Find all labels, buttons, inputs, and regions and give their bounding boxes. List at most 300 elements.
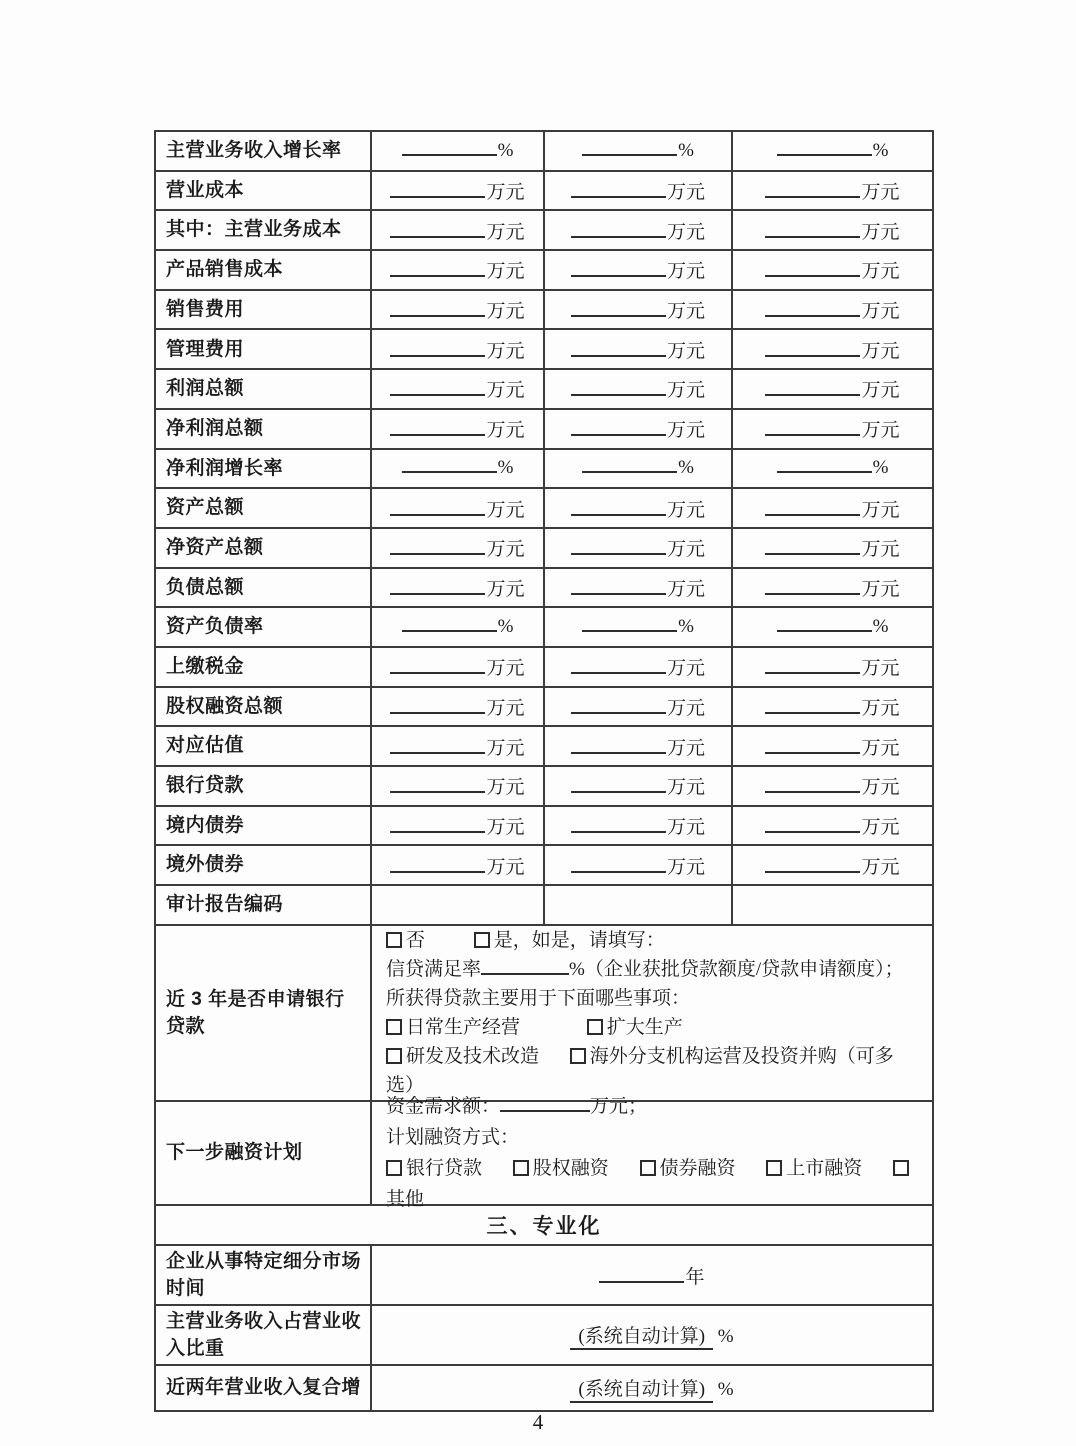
metric-value-cell bbox=[372, 172, 545, 210]
fill-in-value bbox=[402, 616, 514, 638]
blank-fill-line bbox=[402, 154, 497, 156]
blank-fill-line bbox=[571, 831, 666, 833]
metric-label: 产品销售成本 bbox=[156, 251, 372, 289]
blank-fill-line bbox=[390, 394, 485, 396]
checkbox-label: 是，如是，请填写： bbox=[493, 930, 665, 952]
section-header-specialization: 三、专业化 bbox=[486, 1215, 602, 1239]
unit-label: % bbox=[872, 616, 889, 638]
credit-satisfaction-line bbox=[386, 955, 918, 984]
unit-label: 万元 bbox=[666, 380, 705, 402]
fill-in-value bbox=[765, 852, 899, 879]
blank-fill-line bbox=[571, 553, 666, 555]
metric-value-cell bbox=[372, 291, 545, 329]
metric-value-cell bbox=[545, 608, 733, 646]
metric-value-cell bbox=[372, 251, 545, 289]
metric-row bbox=[156, 489, 932, 529]
metric-value-cell bbox=[733, 688, 932, 726]
metric-row bbox=[156, 211, 932, 251]
unit-label: 万元 bbox=[666, 499, 705, 521]
funding-amount-suffix: 万元； bbox=[590, 1096, 648, 1118]
fill-in-value bbox=[402, 140, 514, 162]
metric-value-cell bbox=[372, 727, 545, 765]
blank-fill-line bbox=[390, 553, 485, 555]
main-revenue-ratio-cell bbox=[372, 1306, 932, 1364]
checkbox-option-rnd-upgrade bbox=[386, 1046, 539, 1067]
fill-in-value bbox=[571, 812, 705, 839]
checkbox-icon bbox=[640, 1160, 656, 1176]
blank-fill-line bbox=[599, 1281, 684, 1283]
section-header-row bbox=[156, 1206, 932, 1246]
fill-in-value bbox=[571, 772, 705, 799]
fill-in-value bbox=[765, 733, 899, 760]
blank-fill-line bbox=[571, 712, 666, 714]
blank-fill-line bbox=[390, 355, 485, 357]
metric-label: 其中：主营业务成本 bbox=[156, 211, 372, 249]
fill-in-value bbox=[390, 336, 524, 363]
unit-label: 万元 bbox=[861, 182, 900, 204]
fill-in-value bbox=[765, 336, 899, 363]
fill-in-value bbox=[765, 772, 899, 799]
metric-value-cell bbox=[545, 569, 733, 607]
page-number: 4 bbox=[532, 1410, 544, 1434]
checkbox-option-bond-financing bbox=[640, 1158, 736, 1179]
metric-value-cell bbox=[545, 172, 733, 210]
blank-fill-line bbox=[402, 471, 497, 473]
fill-in-value bbox=[571, 415, 705, 442]
auto-calc-line bbox=[372, 1374, 932, 1403]
blank-fill-line bbox=[571, 871, 666, 873]
blank-fill-line bbox=[571, 434, 666, 436]
unit-label: 万元 bbox=[666, 340, 705, 362]
metric-value-cell bbox=[545, 132, 733, 170]
metric-row bbox=[156, 450, 932, 490]
blank-fill-line bbox=[390, 593, 485, 595]
blank-fill-line bbox=[571, 196, 666, 198]
blank-fill-line bbox=[765, 831, 860, 833]
metric-value-cell bbox=[372, 846, 545, 884]
unit-label: 万元 bbox=[486, 658, 525, 680]
unit-label: 万元 bbox=[486, 856, 525, 878]
fill-in-value bbox=[390, 534, 524, 561]
fill-in-value bbox=[765, 574, 899, 601]
blank-fill-line bbox=[582, 471, 677, 473]
checkbox-label: 海外分支机构运营及投资并购（可多选） bbox=[386, 1046, 894, 1097]
metric-value-cell bbox=[733, 727, 932, 765]
unit-label: 万元 bbox=[861, 340, 900, 362]
metric-label: 负债总额 bbox=[156, 569, 372, 607]
blank-fill-line bbox=[500, 1110, 590, 1112]
checkbox-icon bbox=[766, 1160, 782, 1176]
unit-label: % bbox=[497, 457, 514, 479]
unit-label: 万元 bbox=[666, 301, 705, 323]
blank-fill-line bbox=[765, 593, 860, 595]
unit-label: 万元 bbox=[861, 499, 900, 521]
blank-fill-line bbox=[765, 434, 860, 436]
unit-label: 万元 bbox=[486, 777, 525, 799]
fill-in-value bbox=[765, 256, 899, 283]
metric-row bbox=[156, 846, 932, 886]
checkbox-label: 扩大生产 bbox=[606, 1017, 683, 1039]
unit-label: 万元 bbox=[861, 261, 900, 283]
blank-fill-line bbox=[765, 672, 860, 674]
niche-market-time-row bbox=[156, 1246, 932, 1306]
metric-value-cell bbox=[545, 211, 733, 249]
bank-loan-yn-line bbox=[386, 926, 918, 955]
fill-in-value bbox=[571, 336, 705, 363]
metric-value-cell bbox=[372, 132, 545, 170]
blank-fill-line bbox=[390, 236, 485, 238]
blank-fill-line bbox=[571, 236, 666, 238]
blank-fill-line bbox=[765, 355, 860, 357]
unit-label: 万元 bbox=[666, 856, 705, 878]
fill-in-value bbox=[571, 653, 705, 680]
unit-label: 万元 bbox=[861, 420, 900, 442]
funding-amount-line bbox=[386, 1091, 918, 1122]
funding-amount-prefix: 资金需求额： bbox=[386, 1096, 501, 1118]
metric-label: 银行贷款 bbox=[156, 767, 372, 805]
metric-value-cell bbox=[545, 767, 733, 805]
unit-label: 万元 bbox=[486, 380, 525, 402]
metric-value-cell bbox=[733, 370, 932, 408]
metric-value-cell bbox=[545, 450, 733, 488]
blank-fill-line bbox=[765, 752, 860, 754]
fill-in-value bbox=[571, 574, 705, 601]
fill-in-value bbox=[390, 256, 524, 283]
metric-value-cell bbox=[733, 251, 932, 289]
blank-fill-line bbox=[390, 752, 485, 754]
metric-label: 境外债券 bbox=[156, 846, 372, 884]
metric-value-cell bbox=[545, 291, 733, 329]
fill-in-value bbox=[571, 296, 705, 323]
unit-label: 年 bbox=[685, 1266, 705, 1288]
metric-row bbox=[156, 370, 932, 410]
blank-fill-line bbox=[765, 275, 860, 277]
fill-in-value bbox=[571, 217, 705, 244]
metric-label: 销售费用 bbox=[156, 291, 372, 329]
blank-fill-line bbox=[777, 630, 872, 632]
metric-value-cell bbox=[733, 291, 932, 329]
unit-label: 万元 bbox=[666, 182, 705, 204]
fill-in-value bbox=[390, 177, 524, 204]
auto-calc-value: (系统自动计算) bbox=[570, 1374, 713, 1403]
metric-value-cell bbox=[545, 688, 733, 726]
audit-code-cell-year3 bbox=[733, 886, 932, 924]
checkbox-option-bank-loan bbox=[386, 1158, 482, 1179]
auto-calc-value: (系统自动计算) bbox=[570, 1321, 713, 1350]
checkbox-icon bbox=[587, 1019, 603, 1035]
metric-value-cell bbox=[733, 132, 932, 170]
fill-in-value bbox=[571, 256, 705, 283]
checkbox-icon bbox=[386, 932, 402, 948]
metric-value-cell bbox=[733, 846, 932, 884]
checkbox-option-no bbox=[386, 930, 425, 951]
unit-label: 万元 bbox=[861, 221, 900, 243]
unit-label: 万元 bbox=[486, 420, 525, 442]
metric-value-cell bbox=[733, 569, 932, 607]
fill-in-value bbox=[582, 457, 694, 479]
checkbox-label: 上市融资 bbox=[786, 1158, 863, 1180]
two-year-revenue-cagr-cell bbox=[372, 1366, 932, 1410]
unit-label: 万元 bbox=[486, 340, 525, 362]
fill-in-value bbox=[571, 534, 705, 561]
unit-label: 万元 bbox=[486, 697, 525, 719]
metric-value-cell bbox=[733, 211, 932, 249]
bank-loan-row bbox=[156, 926, 932, 1102]
fill-in-value bbox=[777, 616, 889, 638]
financing-method-intro: 计划融资方式： bbox=[386, 1127, 520, 1149]
metric-value-cell bbox=[372, 330, 545, 368]
blank-fill-line bbox=[765, 514, 860, 516]
row-label-niche-market-time: 企业从事特定细分市场时间 bbox=[156, 1246, 372, 1304]
metric-value-cell bbox=[372, 370, 545, 408]
unit-label: 万元 bbox=[861, 578, 900, 600]
fill-in-value bbox=[765, 415, 899, 442]
metric-value-cell bbox=[733, 767, 932, 805]
metric-value-cell bbox=[733, 410, 932, 448]
bank-loan-detail-cell bbox=[372, 926, 932, 1100]
fill-in-value bbox=[765, 812, 899, 839]
checkbox-icon bbox=[513, 1160, 529, 1176]
blank-fill-line bbox=[390, 434, 485, 436]
checkbox-icon bbox=[570, 1048, 586, 1064]
metric-label: 资产负债率 bbox=[156, 608, 372, 646]
metric-row bbox=[156, 132, 932, 172]
fill-in-value bbox=[390, 693, 524, 720]
blank-fill-line bbox=[390, 275, 485, 277]
blank-fill-line bbox=[390, 315, 485, 317]
metric-label: 上缴税金 bbox=[156, 648, 372, 686]
unit-label: % bbox=[717, 1378, 734, 1400]
fill-in-value bbox=[582, 140, 694, 162]
fill-in-value bbox=[571, 375, 705, 402]
unit-label: 万元 bbox=[861, 777, 900, 799]
blank-fill-line bbox=[390, 871, 485, 873]
fill-in-value bbox=[571, 177, 705, 204]
fill-in-value bbox=[571, 852, 705, 879]
main-revenue-ratio-row bbox=[156, 1306, 932, 1366]
year-fill-line bbox=[372, 1262, 932, 1289]
metric-value-cell bbox=[545, 727, 733, 765]
blank-fill-line bbox=[765, 871, 860, 873]
unit-label: 万元 bbox=[486, 221, 525, 243]
blank-fill-line bbox=[777, 471, 872, 473]
fill-in-value bbox=[571, 495, 705, 522]
fill-in-value bbox=[765, 217, 899, 244]
metric-label: 资产总额 bbox=[156, 489, 372, 527]
metric-value-cell bbox=[545, 251, 733, 289]
loan-usage-options-line1 bbox=[386, 1013, 918, 1042]
unit-label: 万元 bbox=[486, 261, 525, 283]
blank-fill-line bbox=[582, 154, 677, 156]
fill-in-value bbox=[390, 812, 524, 839]
fill-in-value bbox=[765, 296, 899, 323]
blank-fill-line bbox=[390, 831, 485, 833]
blank-fill-line bbox=[571, 672, 666, 674]
blank-fill-line bbox=[390, 672, 485, 674]
metric-row bbox=[156, 172, 932, 212]
unit-label: 万元 bbox=[486, 539, 525, 561]
blank-fill-line bbox=[765, 394, 860, 396]
checkbox-label: 否 bbox=[406, 930, 426, 952]
metric-value-cell bbox=[733, 608, 932, 646]
metric-label: 净资产总额 bbox=[156, 529, 372, 567]
fill-in-value bbox=[390, 495, 524, 522]
metric-value-cell bbox=[372, 608, 545, 646]
checkbox-label: 日常生产经营 bbox=[406, 1017, 521, 1039]
unit-label: 万元 bbox=[666, 658, 705, 680]
unit-label: 万元 bbox=[861, 301, 900, 323]
fill-in-value bbox=[390, 375, 524, 402]
unit-label: % bbox=[678, 616, 694, 638]
metric-label: 利润总额 bbox=[156, 370, 372, 408]
metric-label: 境内债券 bbox=[156, 807, 372, 845]
checkbox-option-expand-production bbox=[587, 1017, 683, 1038]
checkbox-label: 债券融资 bbox=[659, 1158, 736, 1180]
checkbox-option-yes bbox=[474, 930, 665, 951]
metric-label: 对应估值 bbox=[156, 727, 372, 765]
two-year-revenue-cagr-row bbox=[156, 1366, 932, 1410]
unit-label: 万元 bbox=[861, 737, 900, 759]
metric-value-cell bbox=[733, 450, 932, 488]
unit-label: 万元 bbox=[486, 301, 525, 323]
blank-fill-line bbox=[571, 791, 666, 793]
fill-in-value bbox=[390, 574, 524, 601]
blank-fill-line bbox=[777, 154, 872, 156]
blank-fill-line bbox=[571, 315, 666, 317]
metric-row bbox=[156, 569, 932, 609]
fill-in-value bbox=[765, 495, 899, 522]
unit-label: 万元 bbox=[486, 817, 525, 839]
metric-value-cell bbox=[545, 846, 733, 884]
financing-plan-detail-cell bbox=[372, 1096, 932, 1211]
metric-row bbox=[156, 251, 932, 291]
unit-label: 万元 bbox=[486, 182, 525, 204]
unit-label: 万元 bbox=[666, 777, 705, 799]
unit-label: 万元 bbox=[666, 261, 705, 283]
checkbox-option-equity-financing bbox=[513, 1158, 609, 1179]
unit-label: % bbox=[872, 457, 889, 479]
blank-fill-line bbox=[390, 712, 485, 714]
metric-value-cell bbox=[733, 529, 932, 567]
fill-in-value bbox=[582, 616, 694, 638]
unit-label: % bbox=[678, 139, 694, 161]
checkbox-icon bbox=[386, 1048, 402, 1064]
checkbox-icon bbox=[474, 932, 490, 948]
blank-fill-line bbox=[571, 593, 666, 595]
unit-label: 万元 bbox=[666, 817, 705, 839]
checkbox-icon bbox=[386, 1160, 402, 1176]
blank-fill-line bbox=[765, 553, 860, 555]
blank-fill-line bbox=[571, 514, 666, 516]
checkbox-icon bbox=[386, 1019, 402, 1035]
fill-in-value bbox=[390, 852, 524, 879]
metric-value-cell bbox=[545, 489, 733, 527]
metric-row bbox=[156, 648, 932, 688]
unit-label: 万元 bbox=[861, 856, 900, 878]
metric-row bbox=[156, 330, 932, 370]
checkbox-option-ipo-financing bbox=[766, 1158, 862, 1179]
metric-rows-section bbox=[156, 132, 932, 886]
unit-label: 万元 bbox=[666, 578, 705, 600]
fill-in-value bbox=[777, 140, 889, 162]
metric-label: 净利润总额 bbox=[156, 410, 372, 448]
fill-in-value bbox=[765, 375, 899, 402]
checkbox-label: 股权融资 bbox=[532, 1158, 609, 1180]
blank-fill-line bbox=[582, 630, 677, 632]
blank-fill-line bbox=[390, 514, 485, 516]
metric-value-cell bbox=[372, 529, 545, 567]
metric-row bbox=[156, 529, 932, 569]
unit-label: 万元 bbox=[861, 380, 900, 402]
row-label-bank-loan: 近 3 年是否申请银行贷款 bbox=[156, 926, 372, 1100]
unit-label: 万元 bbox=[486, 499, 525, 521]
metric-value-cell bbox=[733, 648, 932, 686]
unit-label: 万元 bbox=[666, 737, 705, 759]
row-label-audit-report-code: 审计报告编码 bbox=[156, 886, 372, 924]
financial-metrics-table bbox=[154, 130, 934, 1412]
unit-label: % bbox=[497, 616, 514, 638]
fill-in-value bbox=[402, 457, 514, 479]
loan-usage-intro: 所获得贷款主要用于下面哪些事项： bbox=[386, 988, 691, 1010]
metric-label: 营业成本 bbox=[156, 172, 372, 210]
checkbox-label: 银行贷款 bbox=[406, 1158, 483, 1180]
metric-value-cell bbox=[545, 807, 733, 845]
metric-value-cell bbox=[733, 489, 932, 527]
blank-fill-line bbox=[402, 630, 497, 632]
metric-row bbox=[156, 767, 932, 807]
fill-in-value bbox=[765, 534, 899, 561]
metric-row bbox=[156, 727, 932, 767]
unit-label: 万元 bbox=[861, 539, 900, 561]
metric-value-cell bbox=[372, 569, 545, 607]
fill-in-value bbox=[571, 733, 705, 760]
unit-label: 万元 bbox=[666, 420, 705, 442]
metric-label: 净利润增长率 bbox=[156, 450, 372, 488]
audit-code-cell-year1 bbox=[372, 886, 545, 924]
fill-in-value bbox=[390, 653, 524, 680]
fill-in-value bbox=[390, 296, 524, 323]
metric-value-cell bbox=[372, 688, 545, 726]
row-label-financing-plan: 下一步融资计划 bbox=[156, 1102, 372, 1204]
blank-fill-line bbox=[481, 973, 569, 975]
unit-label: % bbox=[497, 139, 514, 161]
blank-fill-line bbox=[571, 275, 666, 277]
blank-fill-line bbox=[765, 196, 860, 198]
fill-in-value bbox=[765, 177, 899, 204]
checkbox-icon bbox=[893, 1160, 909, 1176]
blank-fill-line bbox=[765, 236, 860, 238]
fill-in-value bbox=[765, 693, 899, 720]
fill-in-value bbox=[390, 415, 524, 442]
unit-label: 万元 bbox=[861, 697, 900, 719]
blank-fill-line bbox=[571, 355, 666, 357]
metric-label: 管理费用 bbox=[156, 330, 372, 368]
metric-value-cell bbox=[545, 529, 733, 567]
unit-label: % bbox=[678, 457, 694, 479]
metric-value-cell bbox=[545, 648, 733, 686]
audit-code-cell-year2 bbox=[545, 886, 733, 924]
checkbox-label: 其他 bbox=[386, 1189, 425, 1211]
niche-market-time-cell bbox=[372, 1246, 932, 1304]
metric-value-cell bbox=[372, 211, 545, 249]
metric-value-cell bbox=[545, 330, 733, 368]
unit-label: 万元 bbox=[486, 578, 525, 600]
unit-label: 万元 bbox=[666, 539, 705, 561]
blank-fill-line bbox=[390, 791, 485, 793]
metric-value-cell bbox=[733, 807, 932, 845]
metric-row bbox=[156, 688, 932, 728]
metric-label: 股权融资总额 bbox=[156, 688, 372, 726]
